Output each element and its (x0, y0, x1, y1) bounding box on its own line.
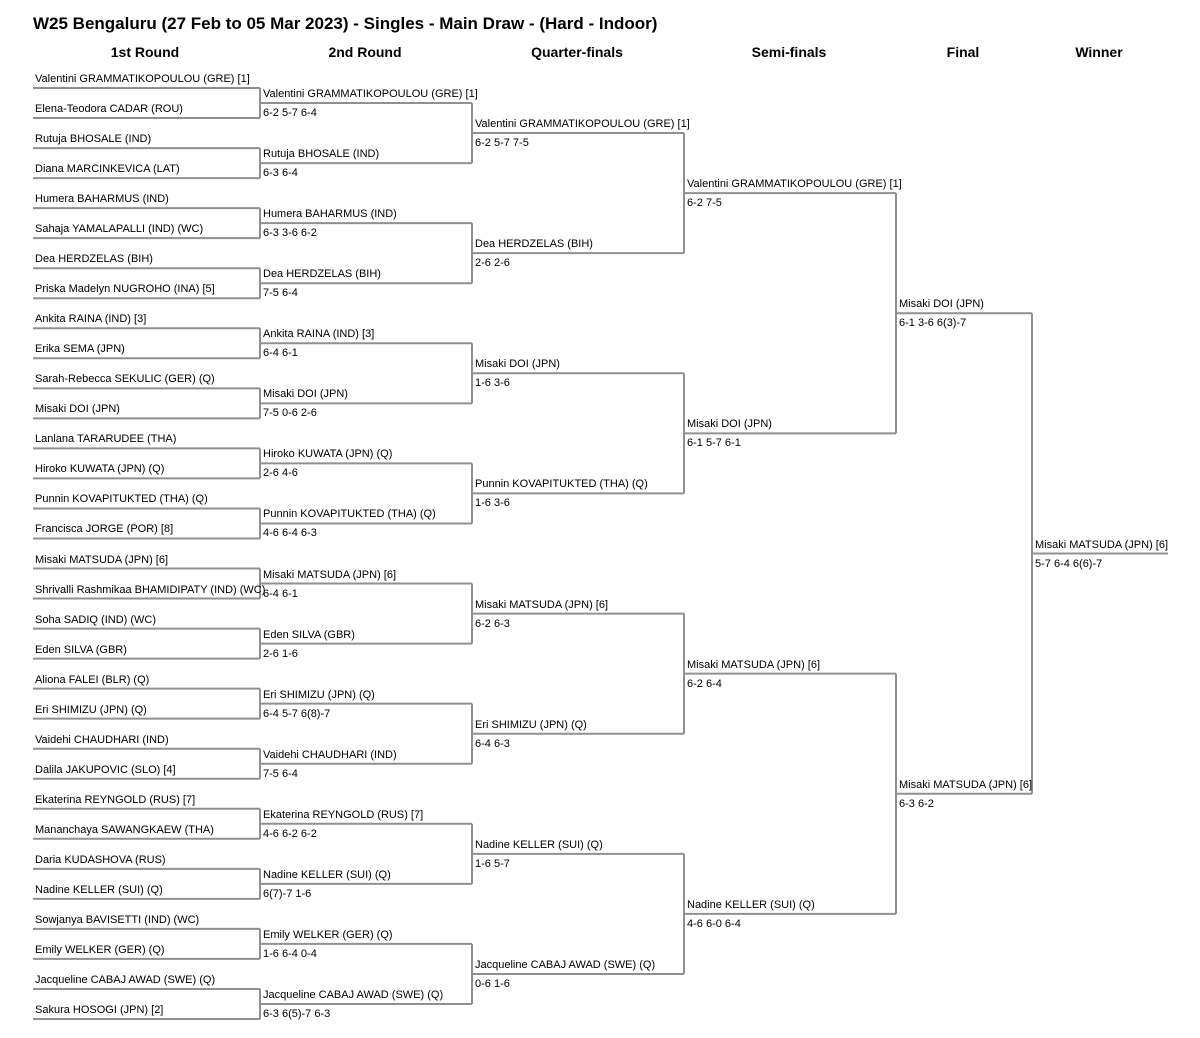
round-header: Semi-finals (751, 44, 827, 60)
player-name: Sarah-Rebecca SEKULIC (GER) (Q) (35, 373, 215, 386)
player-name: Misaki MATSUDA (JPN) [6] (263, 568, 397, 581)
player-name: Soha SADIQ (IND) (WC) (35, 613, 157, 626)
player-name: Nadine KELLER (SUI) (Q) (687, 898, 815, 911)
page-title: W25 Bengaluru (27 Feb to 05 Mar 2023) - Singles - Main Draw - (Hard - Indoor) (33, 14, 658, 33)
player-name: Erika SEMA (JPN) (35, 343, 125, 356)
player-name: Jacqueline CABAJ AWAD (SWE) (Q) (35, 973, 216, 986)
player-name: Rutuja BHOSALE (IND) (35, 133, 152, 146)
player-name: Nadine KELLER (SUI) (Q) (263, 868, 391, 881)
match-score: 6-1 5-7 6-1 (687, 437, 741, 450)
player-name: Ekaterina REYNGOLD (RUS) [7] (263, 808, 424, 821)
player-name: Elena-Teodora CADAR (ROU) (35, 103, 183, 116)
match-score: 6-3 6(5)-7 6-3 (263, 1007, 331, 1020)
player-name: Priska Madelyn NUGROHO (INA) [5] (35, 283, 215, 296)
player-name: Ankita RAINA (IND) [3] (35, 313, 147, 326)
player-name: Mananchaya SAWANGKAEW (THA) (35, 823, 214, 836)
player-name: Dalila JAKUPOVIC (SLO) [4] (35, 763, 176, 776)
player-name: Sahaja YAMALAPALLI (IND) (WC) (35, 223, 204, 236)
match-score: 2-6 1-6 (263, 647, 298, 660)
match-score: 4-6 6-0 6-4 (687, 917, 741, 930)
match-score: 6(7)-7 1-6 (263, 887, 312, 900)
player-name: Emily WELKER (GER) (Q) (263, 928, 393, 941)
player-name: Misaki MATSUDA (JPN) [6] (35, 553, 169, 566)
player-name: Francisca JORGE (POR) [8] (35, 523, 174, 536)
player-name: Eden SILVA (GBR) (263, 628, 355, 641)
round-header: 1st Round (110, 44, 180, 60)
match-score: 7-5 6-4 (263, 767, 298, 780)
match-score: 4-6 6-4 6-3 (263, 527, 317, 540)
player-name: Misaki MATSUDA (JPN) [6] (687, 658, 821, 671)
round-header: Quarter-finals (531, 44, 623, 60)
player-name: Dea HERDZELAS (BIH) (35, 253, 153, 266)
player-name: Vaidehi CHAUDHARI (IND) (35, 733, 169, 746)
match-score: 1-6 3-6 (475, 497, 510, 510)
winner-score: 5-7 6-4 6(6)-7 (1035, 557, 1103, 570)
player-name: Valentini GRAMMATIKOPOULOU (GRE) [1] (35, 73, 250, 85)
player-name: Humera BAHARMUS (IND) (35, 193, 169, 206)
player-name: Eri SHIMIZU (JPN) (Q) (475, 718, 587, 731)
winner-name: Misaki MATSUDA (JPN) [6] (1035, 538, 1169, 551)
player-name: Sakura HOSOGI (JPN) [2] (35, 1004, 164, 1016)
match-score: 6-2 6-4 (687, 677, 722, 690)
player-name: Punnin KOVAPITUKTED (THA) (Q) (263, 508, 436, 521)
player-name: Nadine KELLER (SUI) (Q) (475, 838, 603, 851)
player-name: Nadine KELLER (SUI) (Q) (35, 883, 163, 896)
player-name: Valentini GRAMMATIKOPOULOU (GRE) [1] (475, 118, 690, 131)
match-score: 1-6 5-7 (475, 857, 510, 870)
player-name: Punnin KOVAPITUKTED (THA) (Q) (475, 478, 648, 491)
player-name: Eri SHIMIZU (JPN) (Q) (263, 688, 375, 701)
player-name: Eri SHIMIZU (JPN) (Q) (35, 703, 147, 716)
match-score: 4-6 6-2 6-2 (263, 827, 317, 840)
match-score: 6-4 6-1 (263, 347, 298, 360)
match-score: 6-3 3-6 6-2 (263, 227, 317, 240)
player-name: Diana MARCINKEVICA (LAT) (35, 163, 180, 176)
player-name: Hiroko KUWATA (JPN) (Q) (263, 448, 393, 461)
player-name: Jacqueline CABAJ AWAD (SWE) (Q) (263, 988, 444, 1001)
match-score: 2-6 4-6 (263, 467, 298, 480)
player-name: Vaidehi CHAUDHARI (IND) (263, 748, 397, 761)
round-header: Winner (1075, 44, 1123, 60)
player-name: Lanlana TARARUDEE (THA) (35, 433, 177, 446)
match-score: 6-4 6-3 (475, 737, 510, 750)
player-name: Misaki DOI (JPN) (263, 388, 348, 401)
player-name: Misaki MATSUDA (JPN) [6] (899, 778, 1033, 791)
match-score: 7-5 0-6 2-6 (263, 407, 317, 420)
match-score: 6-3 6-2 (899, 797, 934, 810)
player-name: Misaki DOI (JPN) (687, 418, 772, 431)
match-score: 6-1 3-6 6(3)-7 (899, 317, 967, 330)
player-name: Jacqueline CABAJ AWAD (SWE) (Q) (475, 958, 656, 971)
player-name: Dea HERDZELAS (BIH) (263, 268, 381, 281)
match-score: 1-6 3-6 (475, 377, 510, 390)
match-score: 6-3 6-4 (263, 167, 298, 180)
player-name: Punnin KOVAPITUKTED (THA) (Q) (35, 493, 208, 506)
match-score: 6-4 6-1 (263, 587, 298, 600)
player-name: Valentini GRAMMATIKOPOULOU (GRE) [1] (687, 178, 902, 191)
player-name: Aliona FALEI (BLR) (Q) (35, 673, 150, 686)
player-name: Misaki DOI (JPN) (35, 403, 120, 416)
match-score: 1-6 6-4 0-4 (263, 947, 317, 960)
player-name: Valentini GRAMMATIKOPOULOU (GRE) [1] (263, 88, 478, 101)
match-score: 6-2 6-3 (475, 617, 510, 630)
match-score: 6-2 5-7 7-5 (475, 137, 529, 150)
match-score: 2-6 2-6 (475, 257, 510, 270)
match-score: 7-5 6-4 (263, 287, 298, 300)
player-name: Daria KUDASHOVA (RUS) (35, 853, 166, 866)
match-score: 6-2 5-7 6-4 (263, 107, 317, 120)
player-name: Shrivalli Rashmikaa BHAMIDIPATY (IND) (WC) (35, 583, 266, 596)
player-name: Rutuja BHOSALE (IND) (263, 148, 380, 161)
player-name: Dea HERDZELAS (BIH) (475, 238, 593, 251)
player-name: Sowjanya BAVISETTI (IND) (WC) (35, 913, 200, 926)
player-name: Hiroko KUWATA (JPN) (Q) (35, 463, 165, 476)
player-name: Ankita RAINA (IND) [3] (263, 328, 375, 341)
player-name: Humera BAHARMUS (IND) (263, 208, 397, 221)
match-score: 0-6 1-6 (475, 977, 510, 990)
player-name: Misaki DOI (JPN) (899, 298, 984, 311)
player-name: Emily WELKER (GER) (Q) (35, 943, 165, 956)
round-header: Final (946, 44, 980, 60)
player-name: Eden SILVA (GBR) (35, 643, 127, 656)
match-score: 6-2 7-5 (687, 197, 722, 210)
player-name: Ekaterina REYNGOLD (RUS) [7] (35, 793, 196, 806)
player-name: Misaki MATSUDA (JPN) [6] (475, 598, 609, 611)
match-score: 6-4 5-7 6(8)-7 (263, 707, 331, 720)
player-name: Misaki DOI (JPN) (475, 358, 560, 371)
round-header: 2nd Round (328, 44, 402, 60)
